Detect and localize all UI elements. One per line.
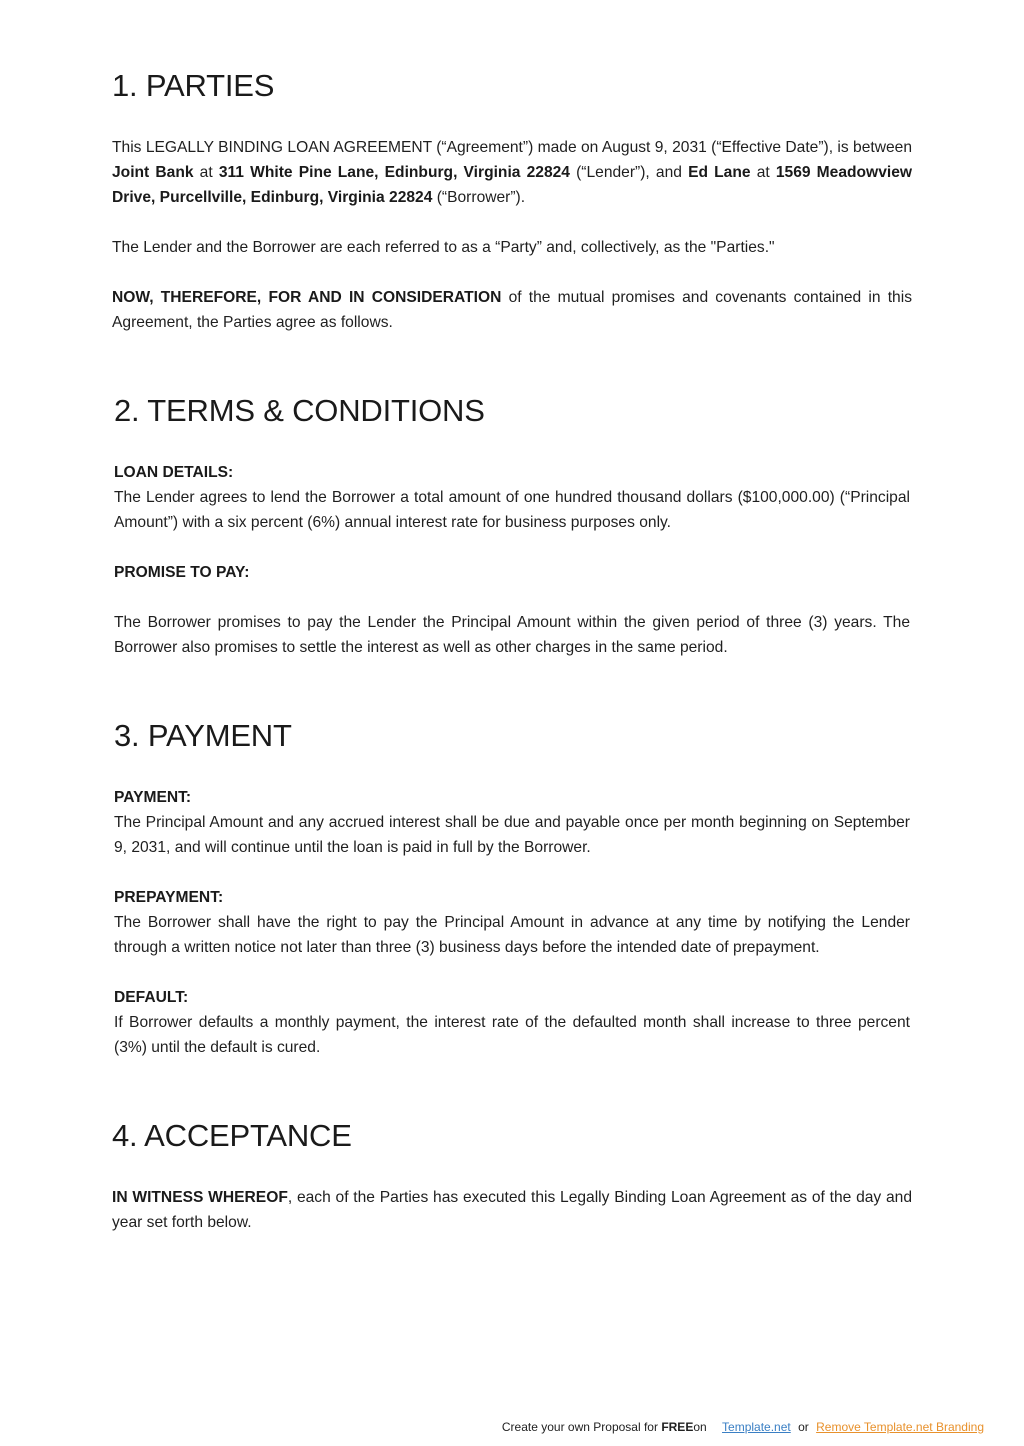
payment-paragraph: The Principal Amount and any accrued interest shall be due and payable once per month beginning on September 9, 2031, and will continue until the loan is paid in full by the Borrower. <box>114 814 910 856</box>
default-paragraph: If Borrower defaults a monthly payment, the interest rate of the defaulted month shall increase to three percent (3%) until the default is cured. <box>114 1014 910 1056</box>
loan-details-label: LOAN DETAILS: <box>114 464 234 481</box>
borrower-name: Ed Lane <box>688 164 751 181</box>
lender-role-text: (“Lender”), and <box>569 164 689 181</box>
consideration-paragraph <box>112 285 912 335</box>
prepayment-label: PREPAYMENT: <box>114 889 224 906</box>
template-net-link[interactable]: Template.net <box>722 1420 791 1434</box>
footer-free-text: FREE <box>661 1420 694 1434</box>
witness-paragraph <box>112 1185 912 1235</box>
footer-or-text: or <box>798 1420 809 1434</box>
default-label: DEFAULT: <box>114 989 189 1006</box>
section-title-acceptance: 4. ACCEPTANCE <box>112 1118 352 1153</box>
payment-label: PAYMENT: <box>114 789 192 806</box>
consideration-bold: NOW, THEREFORE, FOR AND IN CONSIDERATION <box>112 289 502 306</box>
lender-address: 311 White Pine Lane, Edinburg, Virginia 22824 <box>218 164 570 181</box>
section-title-parties: 1. PARTIES <box>112 68 275 103</box>
intro-text: This LEGALLY BINDING LOAN AGREEMENT (“Agreement”) made on August 9, 2031 (“Effective Date”), is between <box>112 139 912 156</box>
borrower-address: 1569 Meadowview Drive, Purcellville, Edinburg, Virginia 22824 <box>112 164 912 206</box>
section-title-terms: 2. TERMS & CONDITIONS <box>114 393 485 428</box>
promise-to-pay-paragraph: The Borrower promises to pay the Lender the Principal Amount within the given period of three (3) years. The Borrower also promises to settle the interest as well as other charges in the same period. <box>114 614 910 656</box>
lender-name: Joint Bank <box>112 164 194 181</box>
parties-collective-paragraph: The Lender and the Borrower are each referred to as a “Party” and, collectively, as the "Parties." <box>112 239 775 256</box>
borrower-role-text: (“Borrower”). <box>432 189 526 206</box>
prepayment-paragraph: The Borrower shall have the right to pay the Principal Amount in advance at any time by notifying the Lender through a written notice not later than three (3) business days before the intended date of prepayment. <box>114 914 910 956</box>
at-text: at <box>193 164 219 181</box>
remove-branding-link[interactable]: Remove Template.net Branding <box>816 1420 984 1434</box>
footer-on-text: on <box>693 1420 707 1434</box>
consideration-text: of the mutual promises and covenants contained in this Agreement, the Parties agree as follows. <box>112 289 912 331</box>
witness-text: , each of the Parties has executed this Legally Binding Loan Agreement as of the day and year set forth below. <box>112 1189 912 1231</box>
at-text: at <box>750 164 776 181</box>
footer-create-text: Create your own Proposal for <box>501 1420 662 1434</box>
section-title-payment: 3. PAYMENT <box>114 718 292 753</box>
witness-bold: IN WITNESS WHEREOF <box>112 1189 288 1206</box>
loan-details-paragraph: The Lender agrees to lend the Borrower a total amount of one hundred thousand dollars ($100,000.00) (“Principal Amount”) with a six percent (6%) annual interest rate for business purposes only. <box>114 489 910 531</box>
branding-footer <box>502 1419 984 1435</box>
parties-intro-paragraph <box>112 135 912 210</box>
promise-to-pay-label: PROMISE TO PAY: <box>114 564 250 581</box>
